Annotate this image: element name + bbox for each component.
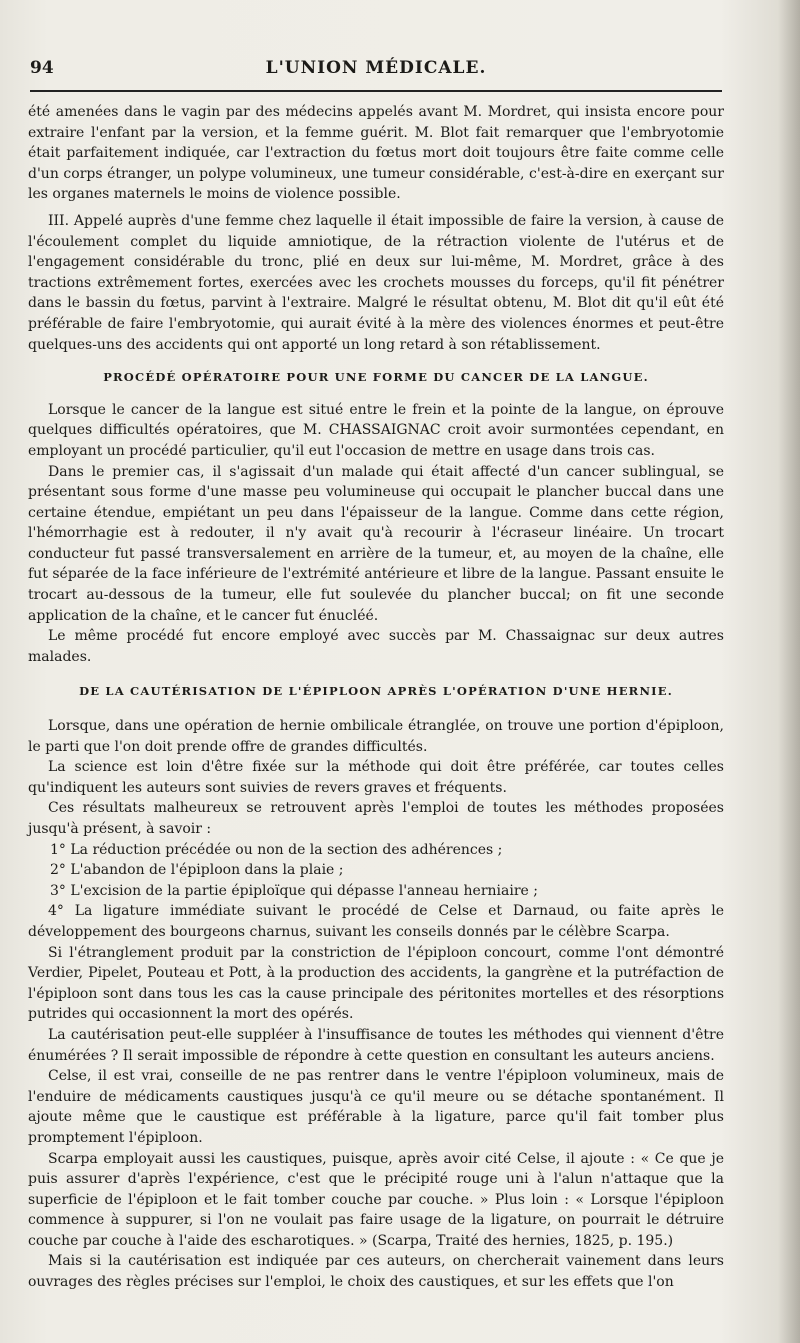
section-heading: DE LA CAUTÉRISATION DE L'ÉPIPLOON APRÈS L'OPÉRATION D'UNE HERNIE.	[79, 684, 673, 699]
paragraph: 4° La ligature immédiate suivant le procédé de Celse et Darnaud, ou faite après le développement des bourgeons charnus, suivant les conseils donnés par le célèbre Scarpa.	[28, 903, 724, 940]
paragraph: Celse, il est vrai, conseille de ne pas rentrer dans le ventre l'épiploon volumineux, mais de l'enduire de médicaments caustiques jusqu'à ce qu'il meure ou se détache spontanément. Il ajoute même que le caustique est préférable à la ligature, parce qu'il fait tomber plus promptement l'épiploon.	[28, 1068, 724, 1146]
paragraph: III. Appelé auprès d'une femme chez laquelle il était impossible de faire la version, à cause de l'écoulement complet du liquide amniotique, de la rétraction violente de l'utérus et de l'engagement considérable du tronc, plié en deux sur lui-même, M. Mordret, grâce à des tractions extrêmement fortes, exercées avec les crochets mousses du forceps, qu'il fit pénétrer dans le bassin du fœtus, parvint à l'extraire. Malgré le résultat obtenu, M. Blot dit qu'il eût été préférable de faire l'embryotomie, qui aurait évité à la mère des violences énormes et peut-être quelques-uns des accidents qui ont apporté un long retard à son rétablissement.	[28, 212, 724, 353]
running-title: L'UNION MÉDICALE.	[265, 58, 487, 78]
list-item: 3° L'excision de la partie épiploïque qui dépasse l'anneau herniaire ;	[50, 882, 538, 899]
paragraph: Dans le premier cas, il s'agissait d'un malade qui était affecté d'un cancer sublingual, se présentant sous forme d'une masse peu volumineuse qui occupait le plancher buccal dans une certaine étendue, empiétant un peu dans l'épaisseur de la langue. Comme dans cette région, l'hémorrhagie est à redouter, il n'y avait qu'à recourir à l'écraseur linéaire. Un trocart conducteur fut passé transversalement en arrière de la tumeur, et, au moyen de la chaîne, elle fut séparée de la face inférieure de l'extrémité antérieure et libre de la langue. Passant ensuite le trocart au-dessous de la tumeur, elle fut soulevée du plancher buccal; on fit une seconde application de la chaîne, et le cancer fut énucléé.	[28, 463, 724, 624]
page-edge-shadow	[778, 0, 800, 1343]
paragraph: Si l'étranglement produit par la constriction de l'épiploon concourt, comme l'ont démontré Verdier, Pipelet, Pouteau et Pott, à la production des accidents, la gangrène et la putréfaction de l'épiploon sont dans tous les cas la cause principale des péritonites mortelles et des résorptions putrides qui occasionnent la mort des opérés.	[28, 944, 724, 1023]
paragraph: La science est loin d'être fixée sur la méthode qui doit être préférée, car toutes celles qu'indiquent les auteurs sont suivies de revers graves et fréquents.	[28, 759, 724, 796]
paragraph: Le même procédé fut encore employé avec succès par M. Chassaignac sur deux autres malades.	[28, 628, 724, 665]
paragraph: Lorsque le cancer de la langue est situé entre le frein et la pointe de la langue, on éprouve quelques difficultés opératoires, que M. CHASSAIGNAC croit avoir surmontées cependant, en employant un procédé particulier, qu'il eut l'occasion de mettre en usage dans trois cas.	[28, 401, 724, 459]
page-number: 94	[30, 58, 54, 78]
page-header	[30, 56, 722, 92]
paragraph: La cautérisation peut-elle suppléer à l'insuffisance de toutes les méthodes qui viennent d'être énumérées ? Il serait impossible de répondre à cette question en consultant les auteurs anciens.	[28, 1026, 724, 1064]
section-heading: PROCÉDÉ OPÉRATOIRE POUR UNE FORME DU CANCER DE LA LANGUE.	[103, 370, 649, 385]
paragraph: Ces résultats malheureux se retrouvent après l'emploi de toutes les méthodes proposées jusqu'à présent, à savoir :	[28, 800, 724, 837]
list-item: 1° La réduction précédée ou non de la section des adhérences ;	[50, 841, 503, 858]
page-body	[28, 102, 724, 1293]
paragraph: Scarpa employait aussi les caustiques, puisque, après avoir cité Celse, il ajoute : « Ce que je puis assurer d'après l'expérience, c'est que le précipité rouge uni à l'alun n'attaque que la superficie de l'épiploon et le fait tomber couche par couche. » Plus loin : « Lorsque l'épiploon commence à suppurer, si l'on ne voulait pas faire usage de la ligature, on pourrait le détruire couche par couche à l'aide des escharotiques. » (Scarpa, Traité des hernies, 1825, p. 195.)	[28, 1150, 724, 1249]
paragraph: été amenées dans le vagin par des médecins appelés avant M. Mordret, qui insista encore pour extraire l'enfant par la version, et la femme guérit. M. Blot fait remarquer que l'embryotomie était parfaitement indiquée, car l'extraction du fœtus mort doit toujours être faite comme celle d'un corps étranger, un polype volumineux, une tumeur considérable, c'est-à-dire en exerçant sur les organes maternels le moins de violence possible.	[28, 104, 724, 203]
list-item: 2° L'abandon de l'épiploon dans la plaie ;	[50, 862, 344, 879]
paragraph: Mais si la cautérisation est indiquée par ces auteurs, on chercherait vainement dans leurs ouvrages des règles précises sur l'emploi, le choix des caustiques, et sur les effets que l'on	[28, 1253, 724, 1291]
paragraph: Lorsque, dans une opération de hernie ombilicale étranglée, on trouve une portion d'épiploon, le parti que l'on doit prende offre de grandes difficultés.	[28, 718, 724, 755]
